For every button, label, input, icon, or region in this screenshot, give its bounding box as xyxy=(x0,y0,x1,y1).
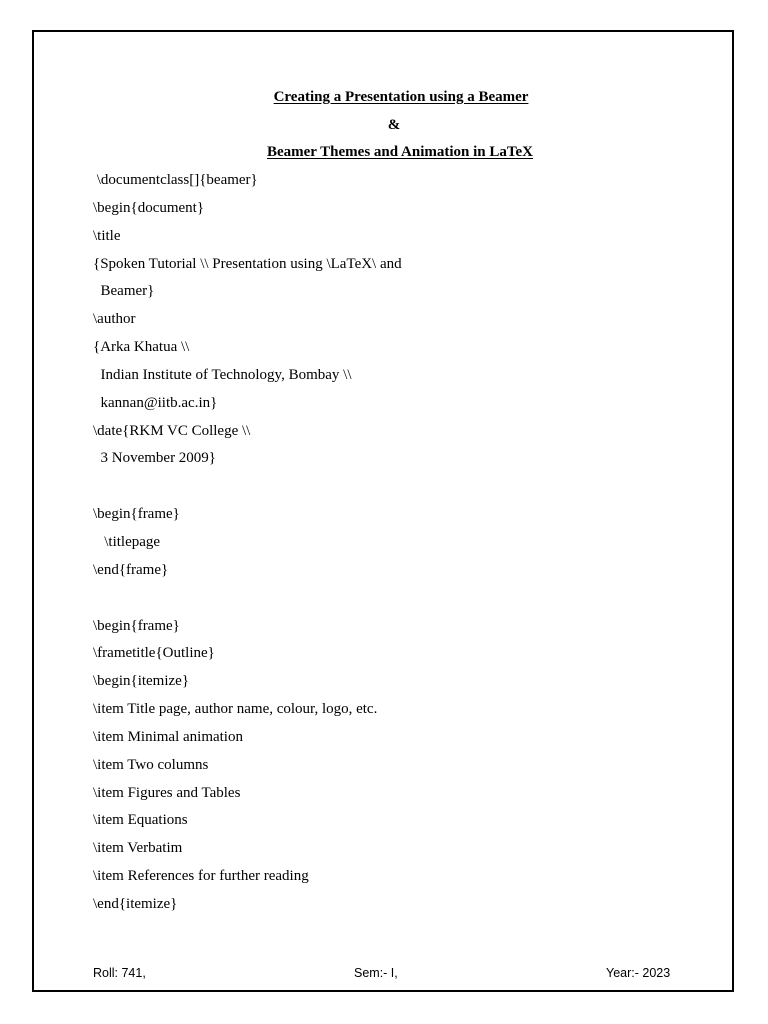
code-line: \item Equations xyxy=(93,812,188,829)
latex-code-block xyxy=(93,171,402,923)
code-line: kannan@iitb.ac.in} xyxy=(93,394,218,411)
code-line: \end{frame} xyxy=(93,561,169,578)
code-line: \titlepage xyxy=(93,533,161,550)
code-line: Beamer} xyxy=(93,283,155,300)
code-line: \item Two columns xyxy=(93,756,209,773)
code-line: \begin{document} xyxy=(93,199,205,216)
document-subtitle: Beamer Themes and Animation in LaTeX xyxy=(266,144,533,160)
code-line: 3 November 2009} xyxy=(93,450,217,467)
code-line: \item Verbatim xyxy=(93,840,183,857)
footer-sem: Sem:- I, xyxy=(354,966,398,980)
footer-year: Year:- 2023 xyxy=(606,966,671,980)
code-line: \begin{frame} xyxy=(93,617,180,634)
code-line: \title xyxy=(93,227,121,244)
code-line: {Arka Khatua \\ xyxy=(93,339,190,356)
footer-roll: Roll: 741, xyxy=(93,966,146,980)
code-line: \date{RKM VC College \\ xyxy=(93,422,251,439)
code-line: \frametitle{Outline} xyxy=(93,645,215,662)
code-line: \begin{itemize} xyxy=(93,673,190,690)
code-line: \end{itemize} xyxy=(93,895,178,912)
code-line: Indian Institute of Technology, Bombay \\ xyxy=(93,366,352,383)
title-ampersand: & xyxy=(387,117,401,133)
code-line: \documentclass[]{beamer} xyxy=(93,172,258,188)
code-line: \item Title page, author name, colour, logo, etc. xyxy=(93,701,378,718)
code-line: \item Figures and Tables xyxy=(93,784,241,801)
code-line: \item Minimal animation xyxy=(93,728,243,745)
blank-line xyxy=(93,477,402,505)
code-line: \begin{frame} xyxy=(93,506,180,523)
code-line: \author xyxy=(93,311,136,328)
blank-line xyxy=(93,589,402,617)
code-line: {Spoken Tutorial \\ Presentation using \LaTeX\ and xyxy=(93,255,402,272)
code-line: \item References for further reading xyxy=(93,868,309,885)
document-title: Creating a Presentation using a Beamer xyxy=(273,89,529,105)
